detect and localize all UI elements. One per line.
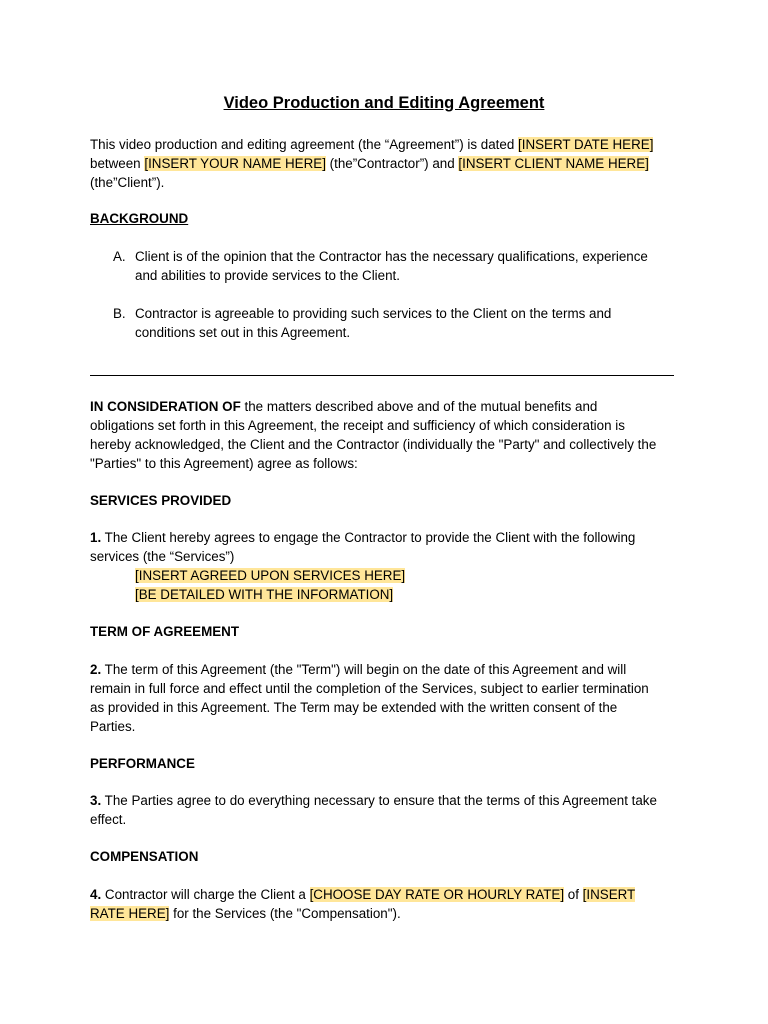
term-line-4: Parties. — [90, 719, 136, 734]
term-line-2: remain in full force and effect until the completion of the Services, subject to earlier termination — [90, 681, 649, 696]
services-text: The Client hereby agrees to engage the Contractor to provide the Client with the following — [101, 530, 636, 545]
performance-text: The Parties agree to do everything necessary to ensure that the terms of this Agreement take — [101, 793, 657, 808]
list-text: Client is of the opinion that the Contractor has the necessary qualifications, experience — [135, 249, 648, 264]
clause-number: 1. — [90, 530, 102, 545]
services-placeholder-text: [BE DETAILED WITH THE INFORMATION] — [135, 587, 394, 602]
term-heading: TERM OF AGREEMENT — [90, 624, 240, 639]
list-text: and abilities to provide services to the Client. — [135, 268, 400, 283]
consideration-line-3: hereby acknowledged, the Client and the Contractor (individually the "Party" and collectively the — [90, 437, 657, 452]
rate-placeholder-cont: RATE HERE] — [90, 906, 170, 921]
intro-text: This video production and editing agreement (the “Agreement”) is dated — [90, 137, 518, 152]
consideration-line-1 — [90, 397, 690, 416]
term-text: The term of this Agreement (the "Term") will begin on the date of this Agreement and will — [101, 662, 627, 677]
compensation-text: of — [564, 887, 583, 902]
compensation-heading: COMPENSATION — [90, 849, 199, 864]
services-placeholder-text: [INSERT AGREED UPON SERVICES HERE] — [135, 568, 406, 583]
intro-line-2 — [90, 154, 690, 173]
consideration-line-4: "Parties" to this Agreement) agree as follows: — [90, 456, 358, 471]
services-placeholder-1 — [135, 566, 405, 585]
date-placeholder: [INSERT DATE HERE] — [518, 137, 654, 152]
background-heading: BACKGROUND — [90, 211, 189, 226]
intro-text: between — [90, 156, 145, 171]
rate-placeholder: [INSERT — [582, 887, 636, 902]
list-marker: A. — [113, 249, 126, 264]
clause-number: 4. — [90, 887, 102, 902]
page-title: Video Production and Editing Agreement — [223, 94, 545, 112]
term-line-1 — [90, 660, 690, 679]
consideration-text: the matters described above and of the mutual benefits and — [240, 399, 598, 414]
intro-line-1 — [90, 135, 690, 154]
compensation-text: for the Services (the "Compensation"). — [169, 906, 401, 921]
services-line-1 — [90, 528, 690, 547]
clause-number: 3. — [90, 793, 102, 808]
intro-text: (the”Contractor”) and — [325, 156, 459, 171]
services-placeholder-2 — [135, 585, 393, 604]
list-text: conditions set out in this Agreement. — [135, 325, 351, 340]
consideration-lead: IN CONSIDERATION OF — [90, 399, 241, 414]
clause-number: 2. — [90, 662, 102, 677]
compensation-line-2 — [90, 904, 690, 923]
services-heading: SERVICES PROVIDED — [90, 493, 232, 508]
list-text: Contractor is agreeable to providing such services to the Client on the terms and — [135, 306, 612, 321]
client-name-placeholder: [INSERT CLIENT NAME HERE] — [458, 156, 649, 171]
consideration-line-2: obligations set forth in this Agreement, the receipt and sufficiency of which consideration is — [90, 418, 625, 433]
list-marker: B. — [113, 306, 126, 321]
your-name-placeholder: [INSERT YOUR NAME HERE] — [144, 156, 326, 171]
performance-heading: PERFORMANCE — [90, 756, 195, 771]
rate-type-placeholder: [CHOOSE DAY RATE OR HOURLY RATE] — [309, 887, 565, 902]
term-line-3: as provided in this Agreement. The Term may be extended with the written consent of the — [90, 700, 618, 715]
compensation-text: Contractor will charge the Client a — [101, 887, 310, 902]
horizontal-divider — [90, 375, 674, 376]
performance-line-2: effect. — [90, 812, 127, 827]
compensation-line-1 — [90, 885, 690, 904]
intro-line-3: (the”Client”). — [90, 175, 165, 190]
services-line-2: services (the “Services”) — [90, 549, 235, 564]
performance-line-1 — [90, 791, 690, 810]
